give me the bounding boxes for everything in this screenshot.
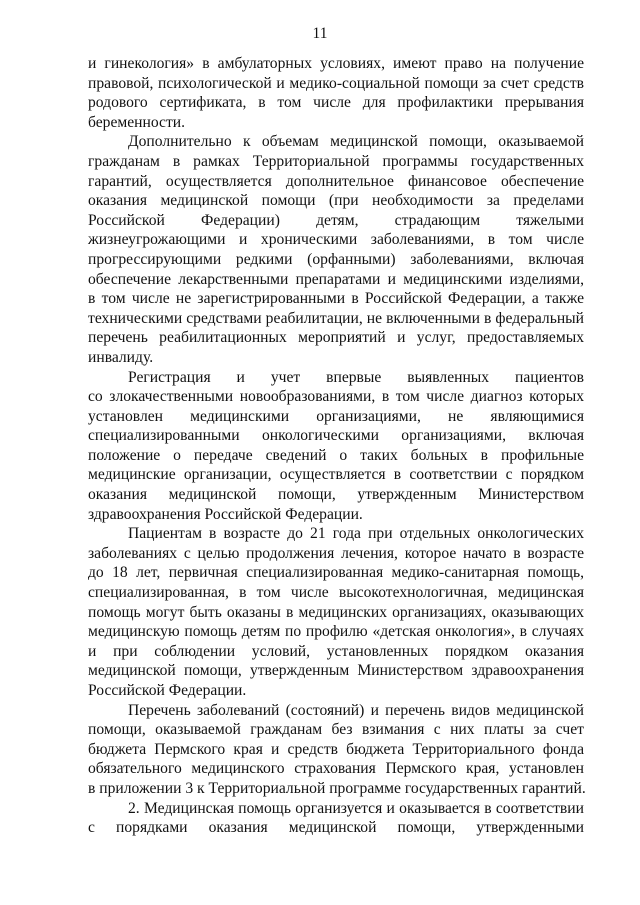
text-line: техническими средствами реабилитации, не включенными в федеральный bbox=[88, 309, 584, 327]
text-line: инвалиду. bbox=[88, 348, 154, 366]
text-line: и при соблюдении условий, установленных порядком оказания bbox=[88, 642, 584, 660]
page-number: 11 bbox=[312, 25, 328, 42]
text-line: обязательного медицинского страхования Пермского края, установлен bbox=[88, 760, 584, 778]
text-line: со злокачественными новообразованиями, в том числе диагноз которых bbox=[88, 388, 584, 406]
text-line: гражданам в рамках Территориальной программы государственных bbox=[88, 152, 584, 170]
paragraph bbox=[88, 701, 584, 799]
text-line: беременности. bbox=[88, 113, 186, 131]
paragraph bbox=[88, 54, 584, 132]
text-line: родового сертификата, в том числе для профилактики прерывания bbox=[88, 94, 584, 112]
text-line: жизнеугрожающими и хроническими заболеваниями, в том числе bbox=[88, 231, 584, 249]
text-line: Пациентам в возрасте до 21 года при отдельных онкологических bbox=[128, 525, 584, 543]
document-body bbox=[88, 54, 584, 838]
text-line: прогрессирующими редкими (орфанными) заболеваниями, включая bbox=[88, 250, 584, 268]
text-line: заболеваниях с целью продолжения лечения, которое начато в возрасте bbox=[88, 544, 584, 562]
paragraph bbox=[88, 524, 584, 700]
text-line: гарантий, осуществляется дополнительное финансовое обеспечение bbox=[88, 172, 584, 190]
text-line: бюджета Пермского края и средств бюджета Территориального фонда bbox=[88, 740, 584, 758]
text-line: Перечень заболеваний (состояний) и перечень видов медицинской bbox=[128, 701, 584, 719]
paragraph bbox=[88, 799, 584, 838]
paragraph bbox=[88, 132, 584, 367]
text-line: до 18 лет, первичная специализированная медико-санитарная помощь, bbox=[88, 564, 584, 582]
text-line: перечень реабилитационных мероприятий и услуг, предоставляемых bbox=[88, 329, 584, 347]
text-line: оказания медицинской помощи (при необходимости за пределами bbox=[88, 192, 584, 210]
text-line: медицинские организации, осуществляется в соответствии с порядком bbox=[88, 466, 584, 484]
text-line: Российской Федерации. bbox=[88, 682, 247, 699]
text-line: здравоохранения Российской Федерации. bbox=[88, 505, 363, 523]
text-line: помощь могут быть оказаны в медицинских организациях, оказывающих bbox=[88, 603, 584, 621]
text-line: и гинекология» в амбулаторных условиях, имеют право на получение bbox=[88, 55, 584, 72]
text-line: помощи, оказываемой гражданам без взимания с них платы за счет bbox=[88, 721, 584, 739]
text-line: положение о передаче сведений о таких больных в профильные bbox=[88, 446, 584, 464]
text-line: медицинскую помощь детям по профилю «детская онкология», в случаях bbox=[88, 623, 584, 641]
text-line: Российской Федерации) детям, страдающим тяжелыми bbox=[88, 211, 584, 229]
text-line: Дополнительно к объемам медицинской помощи, оказываемой bbox=[128, 133, 584, 151]
text-line: 2. Медицинская помощь организуется и оказывается в соответствии bbox=[128, 799, 584, 817]
text-line: оказания медицинской помощи, утвержденным Министерством bbox=[88, 486, 584, 504]
paragraph bbox=[88, 368, 584, 525]
text-line: правовой, психологической и медико-социальной помощи за счет средств bbox=[88, 74, 584, 92]
text-line: специализированными онкологическими организациями, включая bbox=[88, 427, 584, 445]
text-line: обеспечение лекарственными препаратами и медицинскими изделиями, bbox=[88, 270, 584, 288]
text-line: в том числе не зарегистрированными в Российской Федерации, а также bbox=[88, 290, 584, 308]
text-line: в приложении 3 к Территориальной программе государственных гарантий. bbox=[88, 779, 586, 797]
text-line: с порядками оказания медицинской помощи, утвержденными bbox=[88, 819, 584, 837]
text-line: медицинской помощи, утвержденным Министерством здравоохранения bbox=[88, 662, 584, 680]
text-line: Регистрация и учет впервые выявленных пациентов bbox=[128, 368, 584, 386]
text-line: установлен медицинскими организациями, не являющимися bbox=[88, 407, 584, 425]
text-line: специализированная, в том числе высокотехнологичная, медицинская bbox=[88, 584, 584, 602]
